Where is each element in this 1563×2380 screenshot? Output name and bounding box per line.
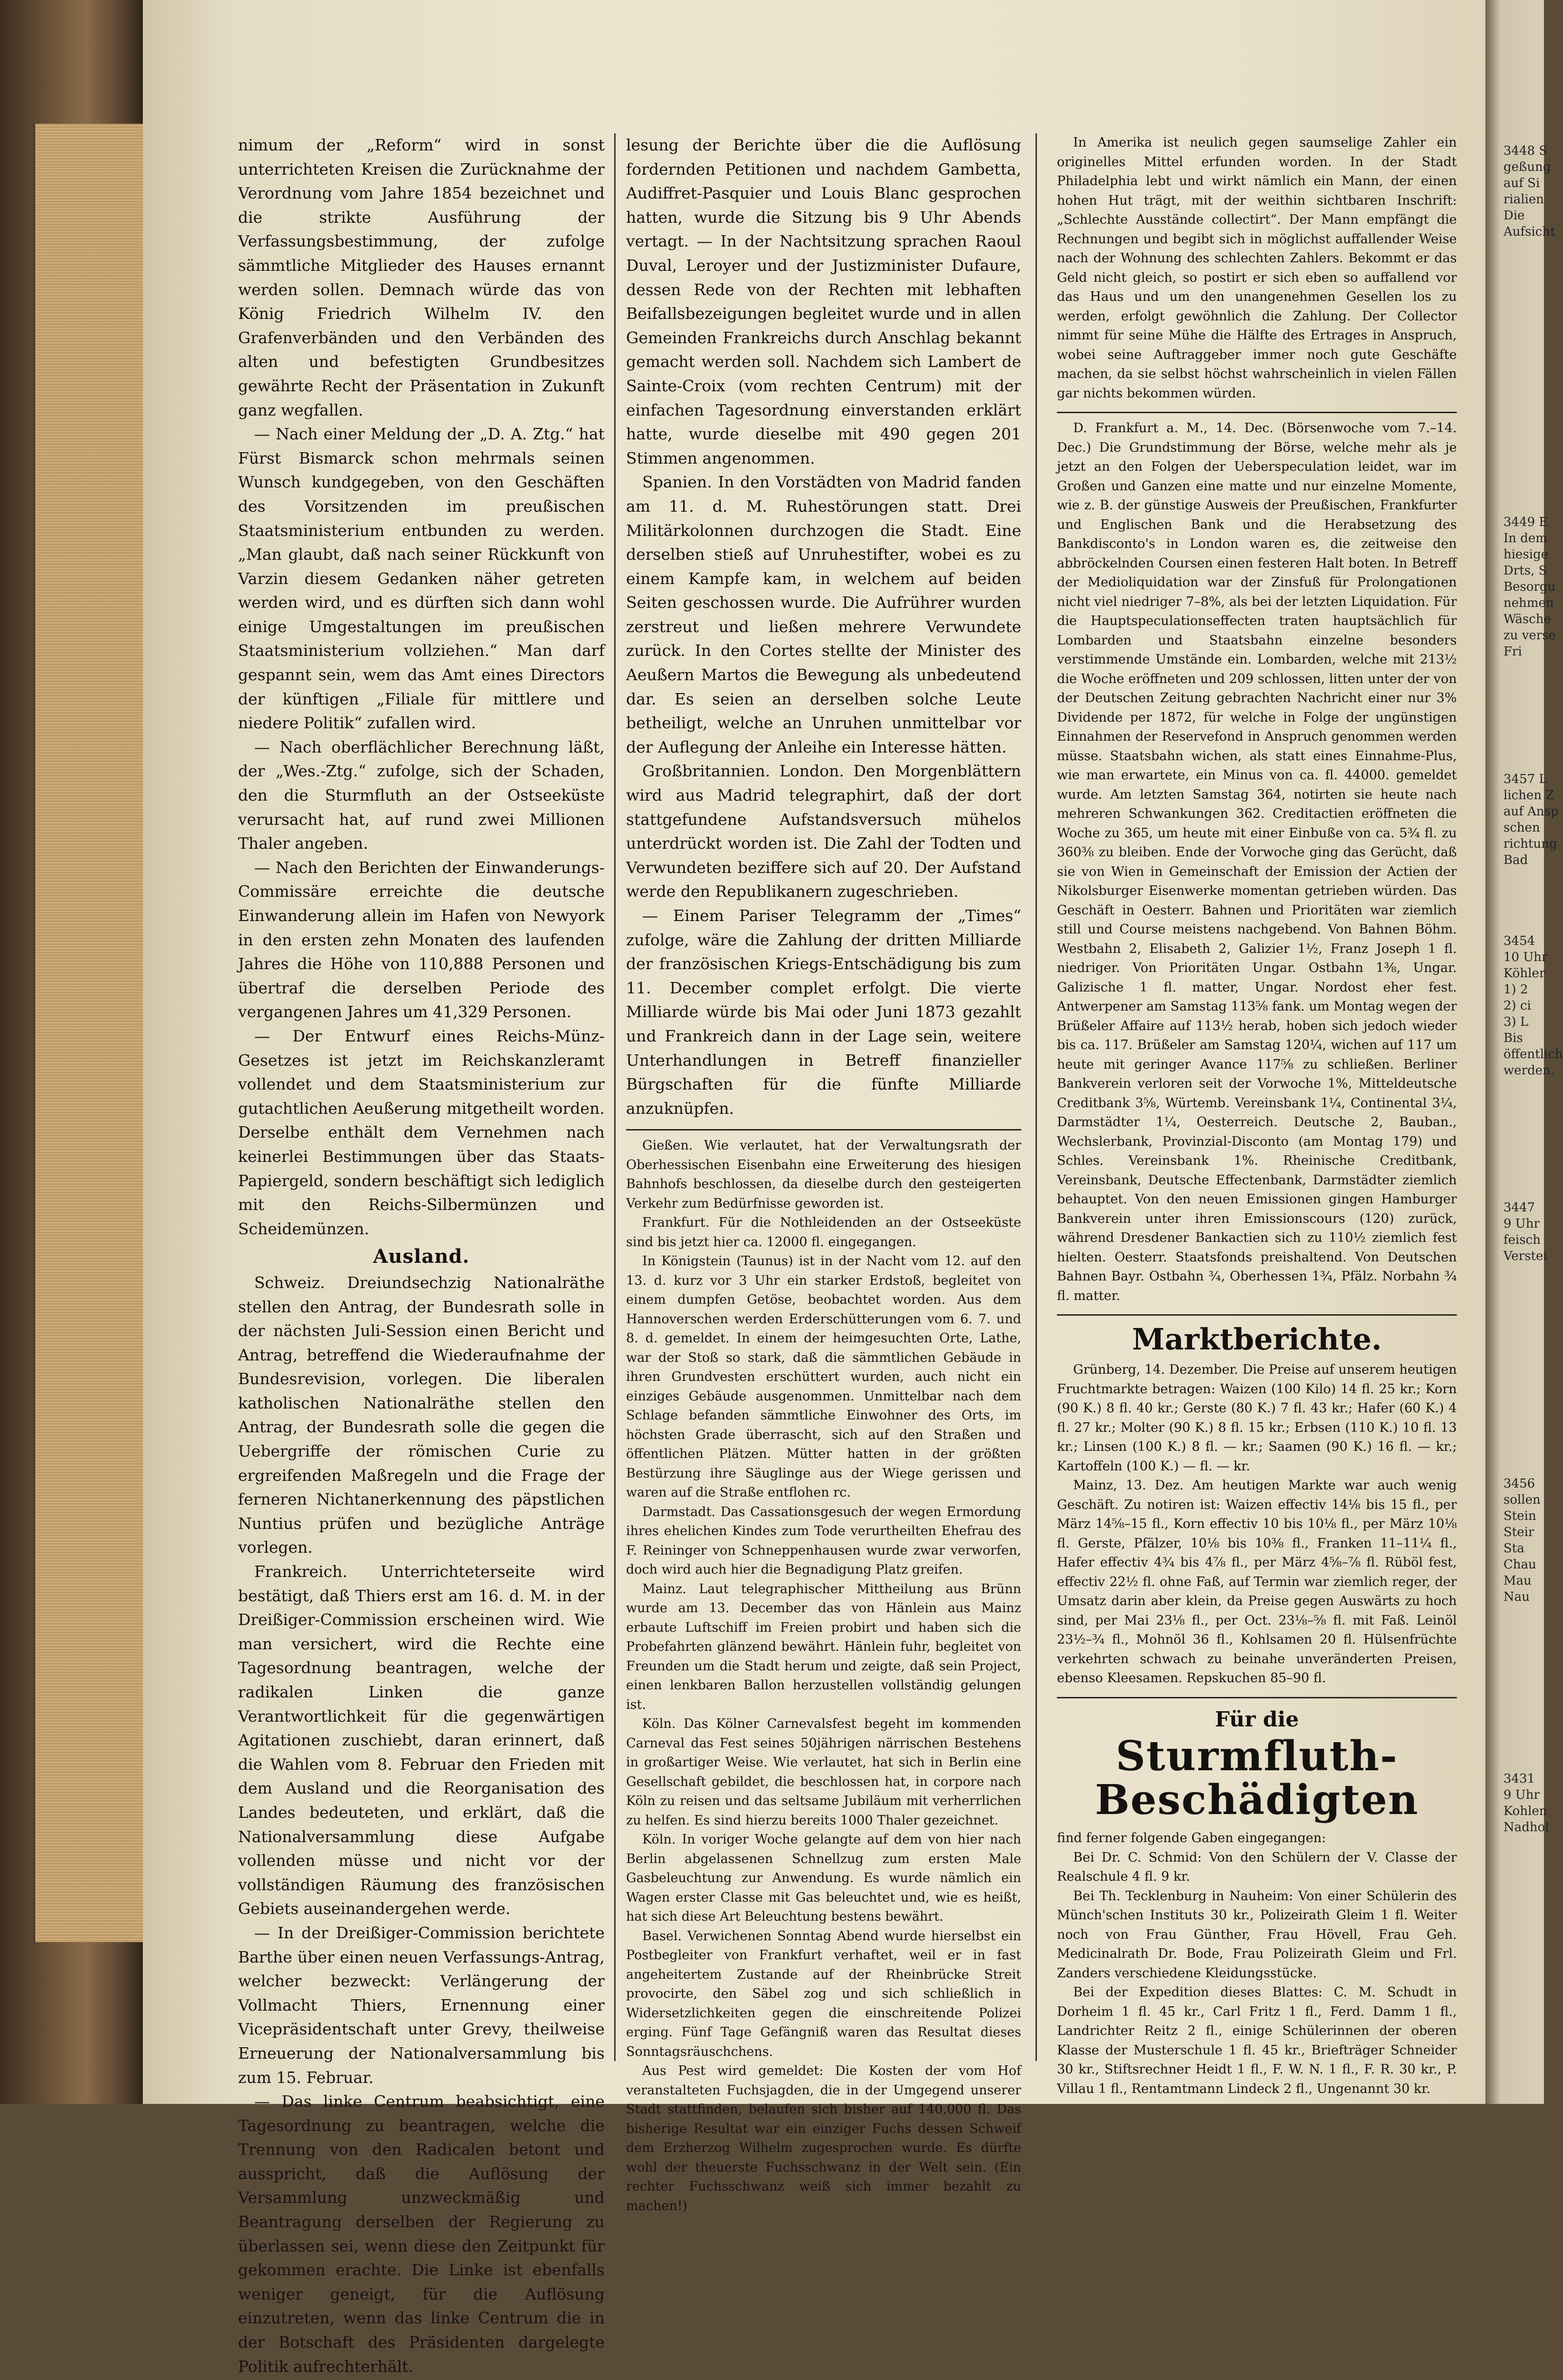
article-paragraph: nimum der „Reform“ wird in sonst unterrichteten Kreisen die Zurücknahme der Verordnung vom Jahre 1854 bezeichnet und die strikte Ausführung der Verfassungsbestimmung, der zufolge sämmtliche Mitglieder des Hauses ernannt werden sollen. Demnach würde das von König Friedrich Wilhelm IV. den Grafenverbänden und den Verbänden des alten und befestigten Grundbesitzes gewährte Recht der Präsentation in Zukunft ganz wegfallen. bbox=[238, 136, 605, 419]
next-page-fragment: 3457 L lichen Z auf Ansp schen richtung Bad bbox=[1503, 772, 1559, 867]
next-page-edge bbox=[1485, 0, 1563, 2104]
article-paragraph: — Einem Pariser Telegramm der „Times“ zufolge, wäre die Zahlung der dritten Milliarde der französischen Kriegs-Entschädigung bis zum 11. December complet erfolgt. Die vierte Milliarde würde bis Mai oder Juni 1873 gezahlt und Frankreich dann in der Lage sein, weitere Unterhandlungen in Betreff finanzieller Bürgschaften für die fünfte Milliarde anzuknüpfen. bbox=[626, 906, 1021, 1118]
article-paragraph: — Der Entwurf eines Reichs-Münz-Gesetzes ist jetzt im Reichskanzleramt vollendet und dem Staatsministerium zur gutachtlichen Aeußerung mitgetheilt worden. Derselbe enthält dem Vernehmen nach keinerlei Bestimmungen über das Staats-Papiergeld, sondern beschäftigt sich lediglich mit den Reichs-Silbermünzen und Scheidemünzen. bbox=[238, 1026, 605, 1238]
article-paragraph: In Amerika ist neulich gegen saumselige Zahler ein originelles Mittel erfunden worden. In der Stadt Philadelphia lebt und wirkt nämlich ein Mann, der einen hohen Hut trägt, mit der weithin sichtbaren Inschrift: „Schlechte Ausstände collectirt“. Der Mann empfängt die Rechnungen und begibt sich in möglichst auffallender Weise nach der Wohnung des schlechten Zahlers. Bekommt er das Geld nicht gleich, so postirt er sich eben so auffallend vor das Haus und um den unangenehmen Gesellen los zu werden, erfolgt gewöhnlich die Zahlung. Der Collector nimmt für seine Mühe die Hälfte des Ertrages in Anspruch, wobei seine Auftraggeber immer noch gute Geschäfte machen, da sie selbst höchst wahrscheinlich in vielen Fällen gar nichts bekommen würden. bbox=[1057, 135, 1457, 401]
section-divider bbox=[1057, 1697, 1457, 1698]
article-paragraph: — Nach den Berichten der Einwanderungs-Commissäre erreichte die deutsche Einwanderung allein im Hafen von Newyork in den ersten zehn Monaten des laufenden Jahres die Höhe von 110,888 Personen und übertraf die derselben Periode des vergangenen Jahres um 41,329 Personen. bbox=[238, 858, 605, 1021]
section-divider bbox=[1057, 1314, 1457, 1316]
column-middle bbox=[626, 133, 1021, 2213]
market-report: Mainz, 13. Dez. Am heutigen Markte war auch wenig Geschäft. Zu notiren ist: Waizen effectiv 14⅛ bis 15 fl., per März 14⅝–15 fl., Korn effectiv 10 bis 10⅛ fl., per März 10⅛ fl. Gerste, Pfälzer, 10⅛ bis 10⅜ fl., Franken 11–11¼ fl., Hafer effectiv 4¾ bis 4⅞ fl., per März 4⅝–⅞ fl. Rüböl fest, effectiv 22½ fl. ohne Faß, auf Termin war ziemlich reger, der Umsatz darin aber klein, da Preise gegen Auswärts zu hoch sind, per Mai 23⅛ fl., per Oct. 23⅛–⅝ fl. mit Faß. Leinöl 23½–¾ fl., Mohnöl 36 fl., Kohlsamen 20 fl. Hülsenfrüchte verkehrten schwach zu beinahe unveränderten Preisen, ebenso Kleesamen. Repskuchen 85–90 fl. bbox=[1057, 1478, 1457, 1686]
local-news-item: Aus Pest wird gemeldet: Die Kosten der vom Hof veranstalteten Fuchsjagden, die in der Umgegend unserer Stadt stattfinden, belaufen sich bisher auf 140,000 fl. Das bisherige Resultat war ein einziger Fuchs dessen Schweif dem Erzherzog Wilhelm zugesprochen wurde. Es dürfte wohl der theuerste Fuchsschwanz in der Welt sein. (Ein rechter Fuchsschwanz weiß sich immer bezahlt zu machen!) bbox=[626, 2063, 1021, 2213]
market-report: Grünberg, 14. Dezember. Die Preise auf unserem heutigen Fruchtmarkte betragen: Waizen (100 Kilo) 14 fl. 25 kr.; Korn (90 K.) 8 fl. 40 kr.; Gerste (80 K.) 7 fl. 43 kr.; Hafer (60 K.) 4 fl. 27 kr.; Molter (90 K.) 8 fl. 15 kr.; Erbsen (110 K.) 10 fl. 13 kr.; Linsen (100 K.) 8 fl. — kr.; Saamen (90 K.) 16 fl. — kr.; Kartoffeln (100 K.) — fl. — kr. bbox=[1057, 1362, 1457, 1474]
local-news-item: Köln. Das Kölner Carnevalsfest begeht im kommenden Carneval das Fest seines 50jährigen närrischen Bestehens in großartiger Weise. Wie verlautet, hat sich in Berlin eine Gesellschaft gebildet, die beschlossen hat, in corpore nach Köln zu reisen und das seltsame Jubiläum mit verherrlichen zu helfen. Es sind hierzu bereits 1000 Thaler gezeichnet. bbox=[626, 1716, 1021, 1828]
local-news-item: Frankfurt. Für die Nothleidenden an der Ostseeküste sind bis jetzt hier ca. 12000 fl. eingegangen. bbox=[626, 1215, 1021, 1250]
local-news-item: Darmstadt. Das Cassationsgesuch der wegen Ermordung ihres ehelichen Kindes zum Tode verurtheilten Ehefrau des F. Reininger von Schneppenhausen wurde zwar verworfen, doch wird auch hier die Begnadigung Platz greifen. bbox=[626, 1504, 1021, 1577]
article-paragraph: — Nach oberflächlicher Berechnung läßt, der „Wes.-Ztg.“ zufolge, sich der Schaden, den die Sturmfluth an der Ostseeküste verursacht hat, auf rund zwei Millionen Thaler angeben. bbox=[238, 737, 605, 853]
page-edges bbox=[33, 124, 145, 1942]
article-paragraph: — Das linke Centrum beabsichtigt, eine Tagesordnung zu beantragen, welche die Trennung von den Radicalen betont und ausspricht, daß die Auflösung der Versammlung unzweckmäßig und Beantragung derselben der Regierung zu überlassen sei, wenn diese den Zeitpunkt für gekommen erachte. Die Linke ist ebenfalls weniger geneigt, für die Auflösung einzutreten, wenn das linke Centrum die in der Botschaft des Präsidenten dargelegte Politik aufrechterhält. bbox=[238, 2092, 605, 2376]
local-news-item: In Königstein (Taunus) ist in der Nacht vom 12. auf den 13. d. kurz vor 3 Uhr ein starker Erdstoß, begleitet von einem dumpfen Getöse, beobachtet worden. Aus dem Hannoverschen werden Erderschütterungen vom 6. 7. und 8. d. gemeldet. In einem der heimgesuchten Orte, Lathe, war der Stoß so stark, daß die sämmtlichen Gebäude in ihren Grundvesten erschüttert wurden, auch nicht ein einziges Gebäude ausgenommen. Unmittelbar nach dem Schlage befanden sämmtliche Einwohner des Orts, im höchsten Grade überrascht, sich auf den Straßen und öffentlichen Plätzen. Mütter hatten in der größten Bestürzung ihre Säuglinge aus der Wiege gerissen und waren auf die Straße entflohen rc. bbox=[626, 1254, 1021, 1500]
local-news-item: Gießen. Wie verlautet, hat der Verwaltungsrath der Oberhessischen Eisenbahn eine Erweiterung des hiesigen Bahnhofs beschlossen, da dieselbe durch den gesteigerten Verkehr zum Bedürfnisse geworden ist. bbox=[626, 1138, 1021, 1211]
local-news-item: Mainz. Laut telegraphischer Mittheilung aus Brünn wurde am 13. December das von Hänlein aus Mainz erbaute Luftschiff im Freien probirt und haben sich die Probefahrten glänzend bewährt. Hänlein fuhr, begleitet von Freunden um die Stadt herum und zeigte, daß sein Project, einen lenkbaren Ballon herzustellen vollständig gelungen ist. bbox=[626, 1581, 1021, 1712]
next-page-fragment: 3449 E In dem hiesige Drts, S Besorgu nehmen Wäsche zu verse Fri bbox=[1503, 515, 1556, 659]
article-paragraph: — Nach einer Meldung der „D. A. Ztg.“ hat Fürst Bismarck schon mehrmals seinen Wunsch kundgegeben, von den Geschäften des Vorsitzenden im preußischen Staatsministerium entbunden zu werden. „Man glaubt, daß nach seiner Rückkunft von Varzin diesem Gedanken näher getreten werden wird, und es dürften sich dann wohl einige Umgestaltungen im preußischen Staatsministerium vollziehen.“ Man darf gespannt sein, wem das Amt eines Directors der künftigen „Filiale für mittlere und niedere Politik“ zufallen wird. bbox=[238, 425, 605, 733]
article-paragraph: lesung der Berichte über die die Auflösung fordernden Petitionen und nachdem Gambetta, Audiffret-Pasquier und Louis Blanc gesprochen hatten, wurde die Sitzung bis 9 Uhr Abends vertagt. — In der Nachtsitzung sprachen Raoul Duval, Leroyer und der Justizminister Dufaure, dessen Rede von der Rechten mit lebhaften Beifallsbezeigungen begleitet wurde und in allen Gemeinden Frankreichs durch Anschlag bekannt gemacht werden soll. Nachdem sich Lambert de Sainte-Croix (vom rechten Centrum) mit der einfachen Tagesordnung einverstanden erklärt hatte, wurde dieselbe mit 490 gegen 201 Stimmen angenommen. bbox=[626, 136, 1021, 467]
section-divider bbox=[1057, 412, 1457, 413]
article-paragraph: Spanien. In den Vorstädten von Madrid fanden am 11. d. M. Ruhestörungen statt. Drei Militärkolonnen durchzogen die Stadt. Eine derselben stieß auf Unruhestifter, wobei es zu einem Kampfe kam, in welchem auf beiden Seiten geschossen wurde. Die Aufrührer wurden zerstreut und ließen mehrere Verwundete zurück. In den Cortes stellte der Minister des Aeußern Martos die Bewegung als unbedeutend dar. Es seien an derselben solche Leute betheiligt, welche an Unruhen unmittelbar vor der Auflegung der Anleihe ein Interesse hätten. bbox=[626, 473, 1021, 756]
next-page-fragment: 3447 9 Uhr feisch Verstei bbox=[1503, 1200, 1547, 1263]
column-rule bbox=[614, 133, 616, 2061]
local-news-item: Köln. In voriger Woche gelangte auf dem von hier nach Berlin abgelassenen Schnellzug zum ersten Male Gasbeleuchtung zur Anwendung. Es wurde nämlich ein Wagen erster Classe mit Gas beleuchtet und, wie es heißt, hat sich diese Art Beleuchtung bestens bewährt. bbox=[626, 1832, 1021, 1924]
donation-heading: Sturmfluth-Beschädigten bbox=[1095, 1732, 1419, 1825]
article-paragraph: Großbritannien. London. Den Morgenblättern wird aus Madrid telegraphirt, daß der dort stattgefundene Aufstandsversuch mühelos unterdrückt worden ist. Die Zahl der Todten und Verwundeten beziffere sich auf 20. Der Aufstand werde den Republikanern zugeschrieben. bbox=[626, 762, 1021, 901]
stock-market-report: D. Frankfurt a. M., 14. Dec. (Börsenwoche vom 7.–14. Dec.) Die Grundstimmung der Börse, welche mehr als je jetzt an den Folgen der Ueberspeculation leidet, war im Großen und Ganzen eine matte und nur einzelne Momente, wie z. B. der günstige Ausweis der Preußischen, Frankfurter und Englischen Bank und die Herabsetzung des Bankdisconto's in London waren es, die zeitweise den abbröckelnden Coursen einen festeren Halt boten. In Betreff der Medioliquidation war der Zinsfuß für Prolongationen nicht viel niedriger 7–8%, als bei der letzten Liquidation. Für die Hauptspeculationseffecten traten hauptsächlich für Lombarden und Staatsbahn einzelne besonders verstimmende Umstände ein. Lombarden, welche mit 213½ die Woche eröffneten und 209 schlossen, litten unter der von der Deutschen Zeitung gebrachten Nachricht einer nur 3% Dividende per 1872, für welche in Folge der ungünstigen Einnahmen der Reservefond in Anspruch genommen werden müsse. Staatsbahn wichen, als statt eines Einnahme-Plus, wie man erwartete, ein Minus von ca. fl. 44000. gemeldet wurde. Am letzten Samstag 364, notirten sie heute nach mehreren Schwankungen 362. Creditactien eröffneten die Woche zu 365, um heute mit einer Einbuße von ca. 5¾ fl. zu 360⅜ zu bleiben. Ende der Vorwoche ging das Gerücht, daß sie von Wien in Gemeinschaft der Emission der Actien der Nikolsburger Eisenwerke momentan getrieben würden. Das Geschäft in Oesterr. Bahnen und Prioritäten war ziemlich still und Course meistens nachgebend. Von Bahnen Böhm. Westbahn 2, Elisabeth 2, Galizier 1½, Franz Joseph 1 fl. niedriger. Von Prioritäten Ungar. Ostbahn 1⅜, Ungar. Galizische 1 fl. matter, Ungar. Nordost eher fest. Antwerpener am Samstag 113⅝ fank. um Montag wegen der Brüßeler Affaire auf 113½ herab, hoben sich jedoch wieder bis ca. 117. Brüßeler am Samstag 120¼, wichen auf 117 um heute mit geringer Avance 117⅝ zu schließen. Berliner Bankverein verloren seit der Vorwoche 1%, Mitteldeutsche Creditbank 3⅝, Würtemb. Vereinsbank 1¼, Continental 3¼, Darmstädter 1¼, Oesterreich. Deutsche 2, Bauban., Wechslerbank, Provinzial-Disconto (am Montag 179) und Schles. Vereinsbank 1%. Rheinische Creditbank, Vereinsbank, Deutsche Effectenbank, Darmstädter ziemlich behauptet. Von den neuen Emissionen gingen Hamburger Bankverein unter ihren Emissionscours (120) zurück, während Dresdener Bankactien sich zu 110½ ziemlich fest hielten. Oesterr. Staatsfonds preishaltend. Von Deutschen Bahnen Bayr. Ostbahn ¾, Oberhessen 1¾, Pfälz. Norbahn ¾ fl. matter. bbox=[1057, 421, 1457, 1303]
column-right bbox=[1057, 133, 1457, 2096]
section-heading-ausland: Ausland. bbox=[373, 1245, 470, 1268]
next-page-fragment: 3431 9 Uhr Kohlen Nadhol bbox=[1503, 1772, 1549, 1835]
column-left bbox=[238, 133, 605, 2376]
donation-item: Bei der Expedition dieses Blattes: C. M. Schudt in Dorheim 1 fl. 45 kr., Carl Fritz 1 fl., Ferd. Damm 1 fl., Landrichter Reitz 2 fl., einige Schülerinnen der oberen Klasse der Musterschule 1 fl. 45 kr., Briefträger Schneider 30 kr., Stiftsrechner Heidt 1 fl., F. W. N. 1 fl., F. R. 30 kr., P. Villau 1 fl., Rentamtmann Lindeck 2 fl., Ungenannt 30 kr. bbox=[1057, 1985, 1457, 2096]
section-heading-marktberichte: Marktberichte. bbox=[1132, 1322, 1382, 1357]
next-page-fragment: 3454 10 Uhr Köhler 1) 2 2) ci 3) L Bis öffentlich werden. bbox=[1503, 934, 1563, 1078]
section-divider bbox=[626, 1129, 1021, 1130]
donation-heading-small: Für die bbox=[1215, 1707, 1299, 1732]
article-paragraph: Frankreich. Unterrichteterseite wird bestätigt, daß Thiers erst am 16. d. M. in der Dreißiger-Commission erscheinen wird. Wie man versichert, wird die Rechte eine Tagesordnung beantragen, welche der radikalen Linken die ganze Verantwortlichkeit für die gegenwärtigen Agitationen zuschiebt, daran erinnert, daß die Wahlen vom 8. Februar den Frieden mit dem Ausland und die Reorganisation des Landes bedeuteten, und erklärt, daß die Nationalversammlung diese Aufgabe vollenden müsse und nicht vor der vollständigen Räumung des französischen Gebiets auseinandergehen werde. bbox=[238, 1562, 605, 1918]
book-binding bbox=[0, 0, 143, 2104]
column-rule bbox=[1035, 133, 1037, 2061]
next-page-fragment: 3448 S geßung auf Si rialien Die Aufsicht bbox=[1503, 144, 1555, 239]
article-paragraph: — In der Dreißiger-Commission berichtete Barthe über einen neuen Verfassungs-Antrag, welcher bezweckt: Verlängerung der Vollmacht Thiers, Ernennung einer Vicepräsidentschaft unter Grevy, theilweise Erneuerung der Nationalversammlung bis zum 15. Februar. bbox=[238, 1923, 605, 2087]
donation-item: Bei Dr. C. Schmid: Von den Schülern der V. Classe der Realschule 4 fl. 9 kr. bbox=[1057, 1850, 1457, 1884]
donation-item: find ferner folgende Gaben eingegangen: bbox=[1057, 1831, 1326, 1846]
next-page-fragment: 3456 sollen Stein Steir Sta Chau Mau Nau bbox=[1503, 1477, 1541, 1604]
article-paragraph: Schweiz. Dreiundsechzig Nationalräthe stellen den Antrag, der Bundesrath solle in der nächsten Juli-Session einen Bericht und Antrag, betreffend die Wiederaufnahme der Bundesrevision, vorlegen. Die liberalen katholischen Nationalräthe stellen den Antrag, der Bundesrath solle die gegen die Uebergriffe der römischen Curie zu ergreifenden Maßregeln und die Frage der ferneren Nichtanerkennung des päpstlichen Nuntius prüfen und bezügliche Anträge vorlegen. bbox=[238, 1273, 605, 1557]
local-news-item: Basel. Verwichenen Sonntag Abend wurde hierselbst ein Postbegleiter von Frankfurt verhaftet, weil er in fast angeheitertem Zustande auf der Rheinbrücke Streit provocirte, den Säbel zog und sich schließlich in Widersetzlichkeiten gegen die einschreitende Polizei erging. Fünf Tage Gefängniß waren das Resultat dieses Sonntagsräuschchens. bbox=[626, 1928, 1021, 2059]
donation-item: Bei Th. Tecklenburg in Nauheim: Von einer Schülerin des Münch'schen Instituts 30 kr., Polizeirath Gleim 1 fl. Weiter noch von Frau Günther, Frau Hövell, Frau Geh. Medicinalrath Dr. Bode, Frau Polizeirath Gleim und Frl. Zanders verschiedene Kleidungsstücke. bbox=[1057, 1888, 1457, 1981]
